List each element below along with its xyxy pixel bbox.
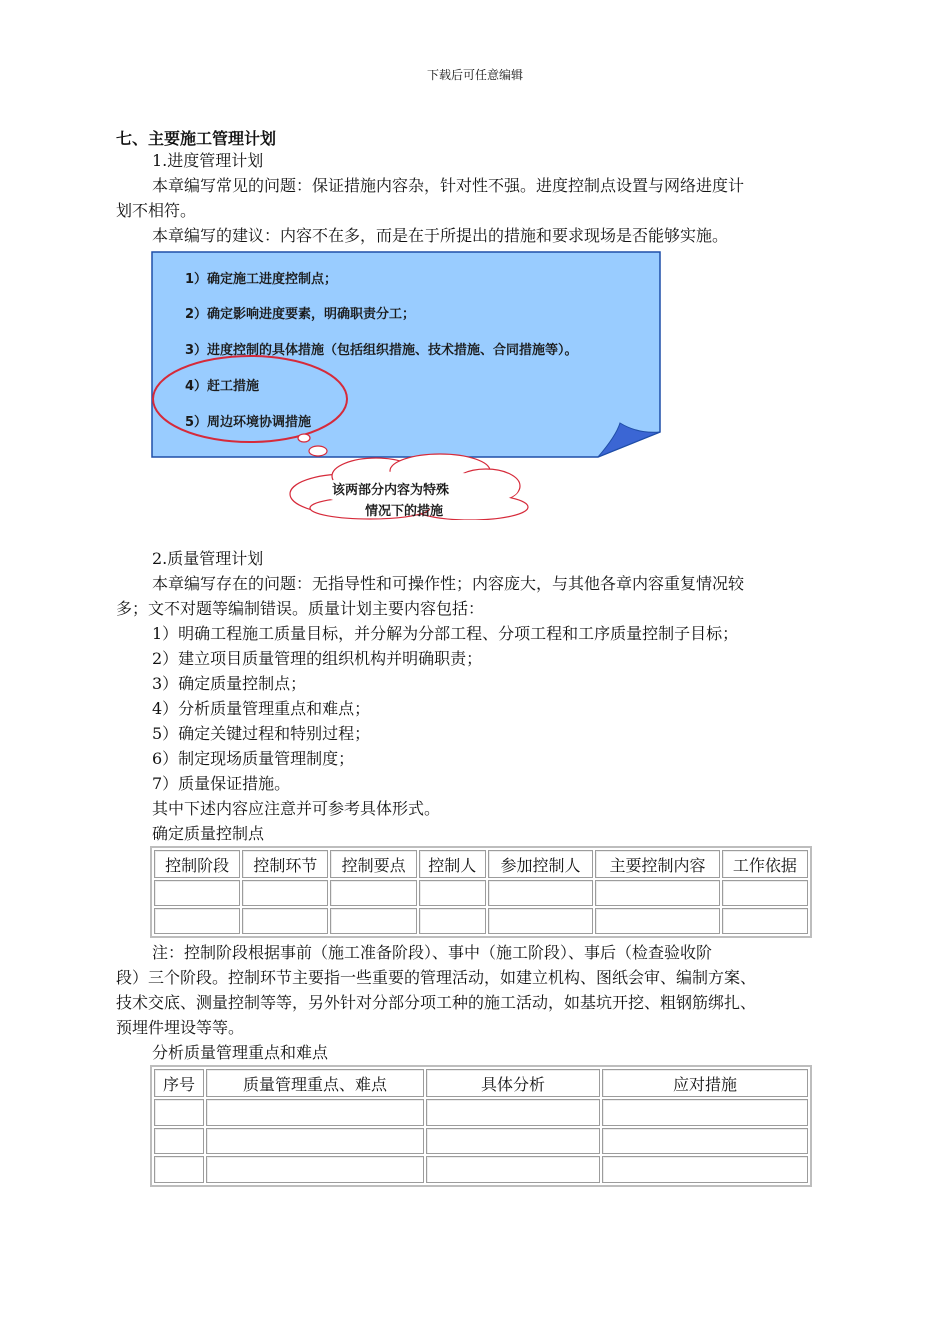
table-cell [206, 1099, 424, 1126]
quality-problem-line1: 本章编写存在的问题：无指导性和可操作性；内容庞大，与其他各章内容重复情况较 [152, 574, 745, 593]
control-points-table [150, 846, 812, 938]
progress-heading: 1.进度管理计划 [152, 151, 264, 170]
table-header-cell: 应对措施 [602, 1069, 808, 1097]
header-note: 下载后可任意编辑 [426, 68, 523, 82]
table-header-cell: 主要控制内容 [595, 850, 720, 878]
note-line-2: 段）三个阶段。控制环节主要指一些重要的管理活动，如建立机构、图纸会审、编制方案、 [116, 968, 757, 987]
table1-caption: 确定质量控制点 [152, 824, 265, 843]
key-difficulty-table [150, 1065, 812, 1187]
figure-item-2: 2）确定影响进度要素，明确职责分工； [185, 307, 416, 322]
table-cell [488, 880, 593, 906]
table-header-cell: 控制环节 [242, 850, 328, 878]
table-row [154, 1128, 808, 1155]
table-header-cell: 控制人 [419, 850, 486, 878]
table-header-cell: 具体分析 [426, 1069, 600, 1097]
cloud-text-line2: 情况下的措施 [365, 504, 444, 519]
table-header-cell: 控制要点 [330, 850, 416, 878]
note-line-4: 预埋件埋设等等。 [116, 1018, 245, 1037]
table-cell [242, 908, 328, 934]
table-cell [722, 880, 808, 906]
table-cell [488, 908, 593, 934]
table-cell [154, 908, 240, 934]
quality-item-1: 1）明确工程施工质量目标，并分解为分部工程、分项工程和工序质量控制子目标； [152, 624, 739, 643]
table-cell [154, 1128, 204, 1155]
table-header-cell: 参加控制人 [488, 850, 593, 878]
table-header-cell: 质量管理重点、难点 [206, 1069, 424, 1097]
table-row [154, 1099, 808, 1126]
cloud-text-line1: 该两部分内容为特殊 [332, 483, 450, 498]
table-row [154, 1156, 808, 1183]
table-cell [206, 1128, 424, 1155]
figure-item-5: 5）周边环境协调措施 [185, 415, 312, 430]
table-header-cell: 序号 [154, 1069, 204, 1097]
table-cell [426, 1128, 600, 1155]
quality-heading: 2.质量管理计划 [152, 549, 264, 568]
quality-item-7: 7）质量保证措施。 [152, 774, 291, 793]
quality-item-5: 5）确定关键过程和特别过程； [152, 724, 371, 743]
quality-item-2: 2）建立项目质量管理的组织机构并明确职责； [152, 649, 483, 668]
table-cell [419, 908, 486, 934]
figure-item-4: 4）赶工措施 [185, 379, 260, 394]
note-line-3: 技术交底、测量控制等等，另外针对分部分项工种的施工活动，如基坑开挖、粗钢筋绑扎、 [116, 993, 757, 1012]
table-header-cell: 控制阶段 [154, 850, 240, 878]
table-cell [602, 1128, 808, 1155]
table-cell [419, 880, 486, 906]
table-cell [242, 880, 328, 906]
figure-item-3: 3）进度控制的具体措施（包括组织措施、技术措施、合同措施等）。 [185, 343, 578, 358]
quality-item-6: 6）制定现场质量管理制度； [152, 749, 355, 768]
table-cell [154, 1099, 204, 1126]
table-cell [330, 880, 416, 906]
table-cell [206, 1156, 424, 1183]
table-header-cell: 工作依据 [722, 850, 808, 878]
table-cell [154, 880, 240, 906]
quality-problem-line2: 多；文不对题等编制错误。质量计划主要内容包括： [116, 599, 485, 618]
table-cell [595, 908, 720, 934]
table-header-row [154, 1069, 808, 1097]
figure-item-1: 1）确定施工进度控制点； [185, 272, 338, 287]
progress-problem-line2: 划不相符。 [116, 201, 197, 220]
table-cell [330, 908, 416, 934]
table-cell [602, 1099, 808, 1126]
quality-item-4: 4）分析质量管理重点和难点； [152, 699, 371, 718]
progress-suggestion: 本章编写的建议：内容不在多，而是在于所提出的措施和要求现场是否能够实施。 [152, 226, 729, 245]
note-line-1: 注：控制阶段根据事前（施工准备阶段）、事中（施工阶段）、事后（检查验收阶 [152, 943, 713, 962]
table-cell [595, 880, 720, 906]
table-cell [602, 1156, 808, 1183]
table-cell [154, 1156, 204, 1183]
progress-measures-figure [150, 250, 670, 520]
table-cell [426, 1156, 600, 1183]
quality-item-3: 3）确定质量控制点； [152, 674, 307, 693]
table-cell [722, 908, 808, 934]
table2-caption: 分析质量管理重点和难点 [152, 1043, 329, 1062]
progress-problem-line1: 本章编写常见的问题：保证措施内容杂，针对性不强。进度控制点设置与网络进度计 [152, 176, 745, 195]
table-row [154, 908, 808, 934]
table-header-row [154, 850, 808, 878]
table-cell [426, 1099, 600, 1126]
section-title: 七、主要施工管理计划 [116, 129, 277, 148]
table-row [154, 880, 808, 906]
quality-note-refer: 其中下述内容应注意并可参考具体形式。 [152, 799, 441, 818]
